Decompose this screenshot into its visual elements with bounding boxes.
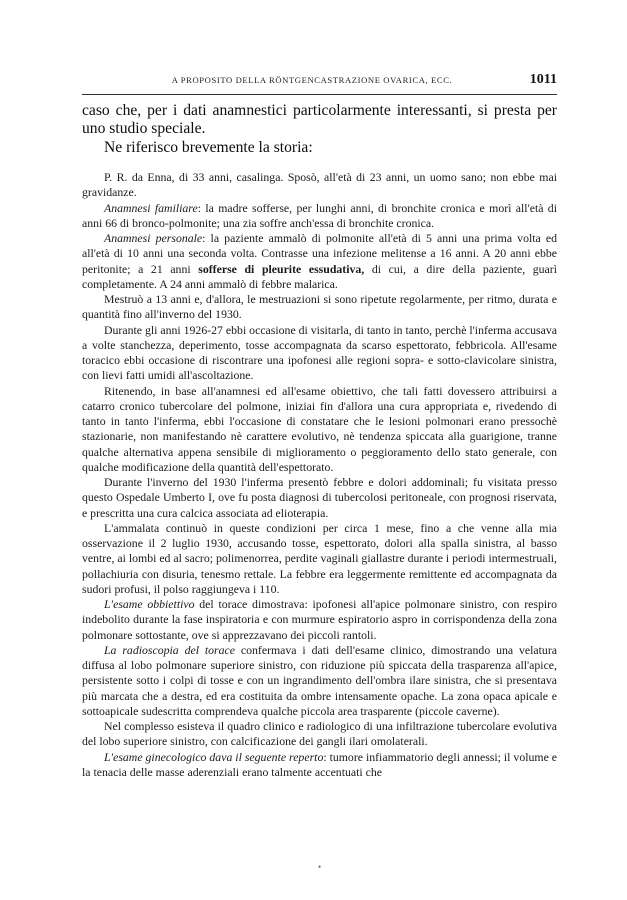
paragraph-text: : tumore infiammatorio degli annessi; il volume e la tenacia delle masse aderenziali erano talmente accentuati che — [82, 749, 558, 779]
history-intro: Ne riferisco brevemente la storia: — [104, 139, 313, 156]
paragraph-text: Mestruò a 13 anni e, d'allora, le mestruazioni si sono ripetute regolarmente, per ritmo, durata e quantità fino all'inverno del 1930. — [82, 292, 557, 322]
lead-sentence: caso che, per i dati anamnestici particolarmente interessanti, si presta per uno studio speciale. — [82, 102, 557, 137]
footer-mark: • — [318, 862, 322, 872]
paragraph-bold-text: sofferse di pleurite essudativa, — [198, 261, 365, 276]
paragraph-summary — [82, 719, 557, 750]
article-body — [82, 102, 557, 780]
paragraph-personal-history — [82, 231, 557, 292]
paragraph-tail-text: di cui, a dire della paziente, guarì completamente. A 24 anni ammalò di febbre malarica. — [82, 261, 557, 291]
paragraph-family-history — [82, 201, 557, 232]
paragraph-text: Durante gli anni 1926-27 ebbi occasione di visitarla, di tanto in tanto, perchè l'inferma accusava a volte stanchezza, deperimento, tosse accompagnata da scarso espettorato, febbricola. All'esame toracico ebbi occasione di riscontrare una ipofonesi alle regioni sopra- e sotto-clavicolare sinistra, con lievi fatti umidi all'ascoltazione. — [82, 322, 557, 383]
paragraph-thorax-exam — [82, 597, 557, 643]
paragraph-label: L'esame obbiettivo — [104, 597, 195, 611]
paragraph-menstruation — [82, 292, 557, 323]
paragraph-winter-1930 — [82, 475, 557, 521]
paragraph-text: confermava i dati dell'esame clinico, dimostrando una velatura diffusa al lobo polmonare superiore sinistro, con riduzione più spiccata della trasparenza all'apice, persistente sotto i colpi di tosse e con un ingrandimento dell'ombra ilare sinistra, che si presentava più marcata che a destra, ed era costituita da ombre intensamente opache. La zona opaca apicale e sottoapicale sudescritta comprendeva qualche piccola area trasparente (piccole caverne). — [82, 642, 557, 718]
paragraph-patient — [82, 170, 557, 201]
paragraph-text: : la madre sofferse, per lunghi anni, di bronchite cronica e morì all'età di anni 66 di bronco-polmonite; una zia soffre anch'essa di bronchite cronica. — [82, 200, 557, 230]
page-header — [82, 72, 557, 94]
paragraph-label: L'esame ginecologico dava il seguente reperto — [104, 749, 324, 764]
paragraph-text: P. R. da Enna, di 33 anni, casalinga. Sposò, all'età di 23 anni, un uomo sano; non ebbe mai gravidanze. — [82, 170, 557, 200]
paragraph-label: Anamnesi personale — [104, 231, 203, 245]
running-head: A PROPOSITO DELLA RÖNTGENCASTRAZIONE OVARICA, ECC. — [171, 75, 453, 85]
paragraph-label: Anamnesi familiare — [104, 200, 198, 215]
page-number: 1011 — [529, 72, 557, 87]
paragraph-treatment — [82, 384, 557, 476]
paragraph-text: Nel complesso esisteva il quadro clinico e radiologico di una infiltrazione tubercolare evolutiva del lobo superiore sinistro, con calcificazione dei gangli ilari omolaterali. — [82, 719, 557, 749]
paragraph-gynecological-exam — [82, 750, 557, 781]
paragraph-radioscopy — [82, 643, 557, 719]
header-rule — [82, 94, 557, 95]
paragraph-text: del torace dimostrava: ipofonesi all'apice polmonare sinistro, con respiro indebolito durante la fase inspiratoria e con murmure espiratorio aspro in corrispondenza della zona polmonare sottostante, ove si apprezzavano dei piccoli rantoli. — [82, 597, 557, 642]
paragraph-1926-27 — [82, 323, 557, 384]
paragraph-label: La radioscopia del torace — [104, 642, 235, 657]
paragraph-text: : la paziente ammalò di polmonite all'età di 5 anni una prima volta ed all'età di 10 anni una seconda volta. Contrasse una infezione melitense a 16 anni. A 20 anni ebbe peritonite; a 21 anni — [82, 231, 558, 276]
paragraph-text: Durante l'inverno del 1930 l'inferma presentò febbre e dolori addominali; fu visitata presso questo Ospedale Umberto I, ove fu posta diagnosi di tubercolosi peritoneale, con prognosi riservata, e prescritta una cura calcica associata ad elioterapia. — [82, 475, 557, 520]
paragraph-observation — [82, 521, 557, 597]
paragraph-text: Ritenendo, in base all'anamnesi ed all'esame obiettivo, che tali fatti dovessero attribuirsi a catarro cronico tubercolare del polmone, iniziai fin d'allora una cura appropriata e, rivedendo di tanto in tanto l'inferma, ebbi l'occasione di constatare che le lesioni polmonari erano pressochè stazionarie, non manifestando nè carattere evolutivo, nè tendenza spiccata alla guarigione, tranne qualche alternativa appena sensibile di miglioramento o peggioramento dello stato generale, con qualche modificazione della quantità dell'espettorato. — [82, 383, 557, 474]
paragraph-text: L'ammalata continuò in queste condizioni per circa 1 mese, fino a che venne alla mia osservazione il 2 luglio 1930, accusando tosse, espettorato, dolori alla spalla sinistra, al basso ventre, ai lombi ed al sacro; polimenorrea, perdite vaginali giallastre durante i periodi intermestruali, pollachiuria con disuria, tenesmo rettale. La febbre era leggermente remittente ed accompagnata da sudori profusi, il polso raggiungeva i 110. — [82, 520, 557, 596]
